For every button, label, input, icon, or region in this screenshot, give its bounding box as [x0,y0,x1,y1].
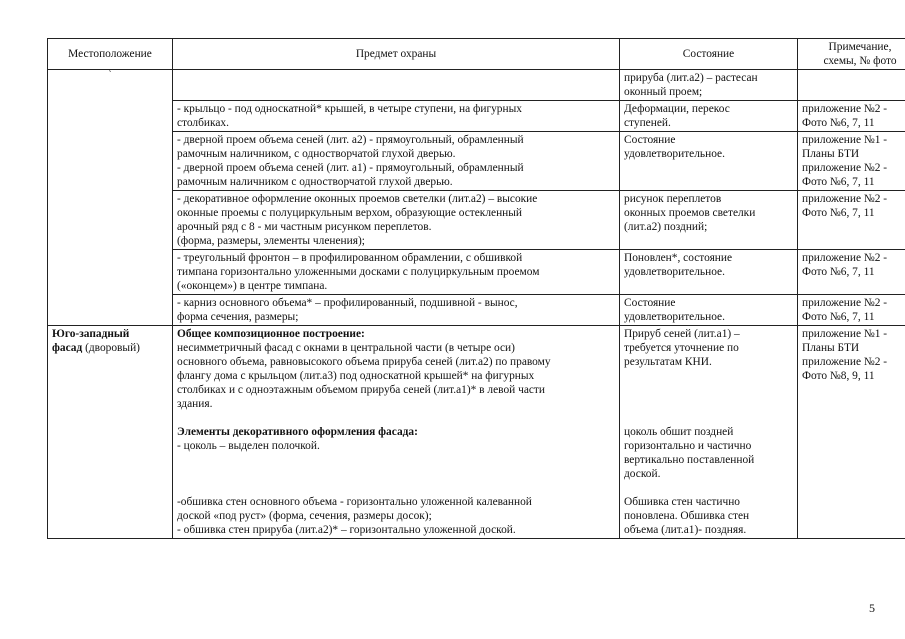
location-cell [48,70,173,326]
text-line: Планы БТИ [802,342,860,354]
subject-cell [173,191,620,250]
facade-subject-cell [173,326,620,539]
text-line: Состояние [624,134,676,146]
facade-state-b [624,425,793,481]
note-cell [798,101,905,132]
table-row-facade [48,326,905,539]
subject-cell [173,70,620,101]
text-line: оконный проем; [624,86,703,98]
text-line: Фото №6, 7, 11 [802,176,875,188]
text-line: столбиках и с одноэтажным объемом прируба сеней (лит.а1)* в левой части [177,384,546,396]
text-line: Планы БТИ [802,148,860,160]
table-header-row [48,39,905,70]
text-line: удовлетворительное. [624,311,725,323]
text-line: -обшивка стен основного объема - горизонтально уложенной калеванной [177,496,532,508]
note-cell [798,132,905,191]
note-cell [798,250,905,295]
note-cell [798,191,905,250]
text-line: удовлетворительное. [624,266,725,278]
text-line: приложение №2 - [802,252,888,264]
text-line: - крыльцо - под односкатной* крышей, в четыре ступени, на фигурных [177,103,522,115]
state-cell [620,132,798,191]
text-line: флангу дома с крыльцом (лит.а3) под односкатной крышей* на фигурных [177,370,535,382]
text-line: столбиках. [177,117,229,129]
composition-lines [177,341,615,411]
table-row [48,250,905,295]
text-line: объема (лит.а1)- поздняя. [624,524,747,536]
subject-cell [173,101,620,132]
text-line: Состояние [624,297,676,309]
text-line: арочный ряд с 8 - ми частным рисунком переплетов. [177,221,432,233]
text-line: («оконцем») в центре тимпана. [177,280,328,292]
text-line: оконные проемы с полуциркульным верхом, образующие остекленный [177,207,523,219]
text-line: цоколь обшит поздней [624,426,734,438]
walls-lines [177,495,615,537]
stray-mark: ` [108,70,112,81]
facade-location-title: Юго-западный [52,328,130,340]
subject-cell [173,132,620,191]
text-line: форма сечения, размеры; [177,311,299,323]
text-line: - треугольный фронтон – в профилированном обрамлении, с обшивкой [177,252,523,264]
state-cell [620,101,798,132]
note-cell [798,70,905,101]
text-line: Фото №6, 7, 11 [802,311,875,323]
facade-location-cell [48,326,173,539]
text-line: приложение №1 - [802,134,888,146]
header-note-line2: схемы, № фото [823,55,897,67]
header-state: Состояние [620,39,798,70]
subject-cell [173,250,620,295]
text-line: доской. [624,468,661,480]
facade-note-cell [798,326,905,539]
table-row [48,132,905,191]
text-line: несимметричный фасад с окнами в центральной части (в четыре оси) [177,342,515,354]
text-line: приложение №2 - [802,297,888,309]
text-line: результатам КНИ. [624,356,712,368]
state-cell [620,191,798,250]
text-line: Фото №6, 7, 11 [802,117,875,129]
state-cell [620,70,798,101]
text-line: - декоративное оформление оконных проемов светелки (лит.а2) – высокие [177,193,538,205]
text-line: Деформации, перекос [624,103,730,115]
protection-table [47,38,905,539]
text-line: тимпана горизонтально уложенными досками с полуциркульным проемом [177,266,540,278]
text-line: доской «под руст» (форма, сечения, размеры досок); [177,510,432,522]
facade-location-word: фасад [52,342,83,354]
composition-title: Общее композиционное построение: [177,328,365,340]
text-line: Обшивка стен частично [624,496,740,508]
page-number: 5 [869,601,875,615]
header-location: Местоположение [48,39,173,70]
table-row [48,101,905,132]
header-subject: Предмет охраны [173,39,620,70]
text-line: приложение №2 - [802,356,888,368]
text-line: Прируб сеней (лит.а1) – [624,328,740,340]
text-line: основного объема, равновысокого объема прируба сеней (лит.а2) по правому [177,356,551,368]
decor-lines [177,439,615,453]
text-line: приложение №2 - [802,103,888,115]
text-line: рамочным наличником с одностворчатой глухой дверью. [177,176,453,188]
text-line: требуется уточнение по [624,342,739,354]
text-line: приложение №2 - [802,162,888,174]
facade-state-a [624,327,793,369]
text-line: горизонтально и частично [624,440,752,452]
facade-state-c [624,495,793,537]
subject-cell [173,295,620,326]
table-row [48,70,905,101]
document-sheet [47,38,897,539]
text-line: Фото №8, 9, 11 [802,370,875,382]
text-line: - обшивка стен прируба (лит.а2)* – горизонтально уложенной доской. [177,524,516,536]
text-line: - карниз основного объема* – профилированный, подшивной - вынос, [177,297,518,309]
text-line: оконных проемов светелки [624,207,756,219]
text-line: приложение №1 - [802,328,888,340]
text-line: (форма, размеры, элементы членения); [177,235,365,247]
note-cell [798,295,905,326]
text-line: - цоколь – выделен полочкой. [177,440,320,452]
text-line: - дверной проем объема сеней (лит. а1) - прямоугольный, обрамленный [177,162,524,174]
text-line: Поновлен*, состояние [624,252,733,264]
text-line: (лит.а2) поздний; [624,221,708,233]
text-line: поновлена. Обшивка стен [624,510,750,522]
table-row [48,191,905,250]
text-line: ступеней. [624,117,671,129]
text-line: приложение №2 - [802,193,888,205]
text-line: вертикально поставленной [624,454,755,466]
text-line: рамочным наличником, с одностворчатой глухой дверью. [177,148,456,160]
text-line: рисунок переплетов [624,193,722,205]
state-cell [620,250,798,295]
text-line: Фото №6, 7, 11 [802,207,875,219]
text-line: - дверной проем объема сеней (лит. а2) - прямоугольный, обрамленный [177,134,524,146]
facade-state-cell [620,326,798,539]
header-note [798,39,905,70]
state-cell [620,295,798,326]
header-note-line1: Примечание, [828,41,892,53]
text-line: здания. [177,398,213,410]
facade-location-qualifier: (дворовый) [82,342,140,354]
decor-title: Элементы декоративного оформления фасада: [177,426,418,438]
table-row [48,295,905,326]
text-line: удовлетворительное. [624,148,725,160]
text-line: прируба (лит.а2) – растесан [624,72,758,84]
text-line: Фото №6, 7, 11 [802,266,875,278]
